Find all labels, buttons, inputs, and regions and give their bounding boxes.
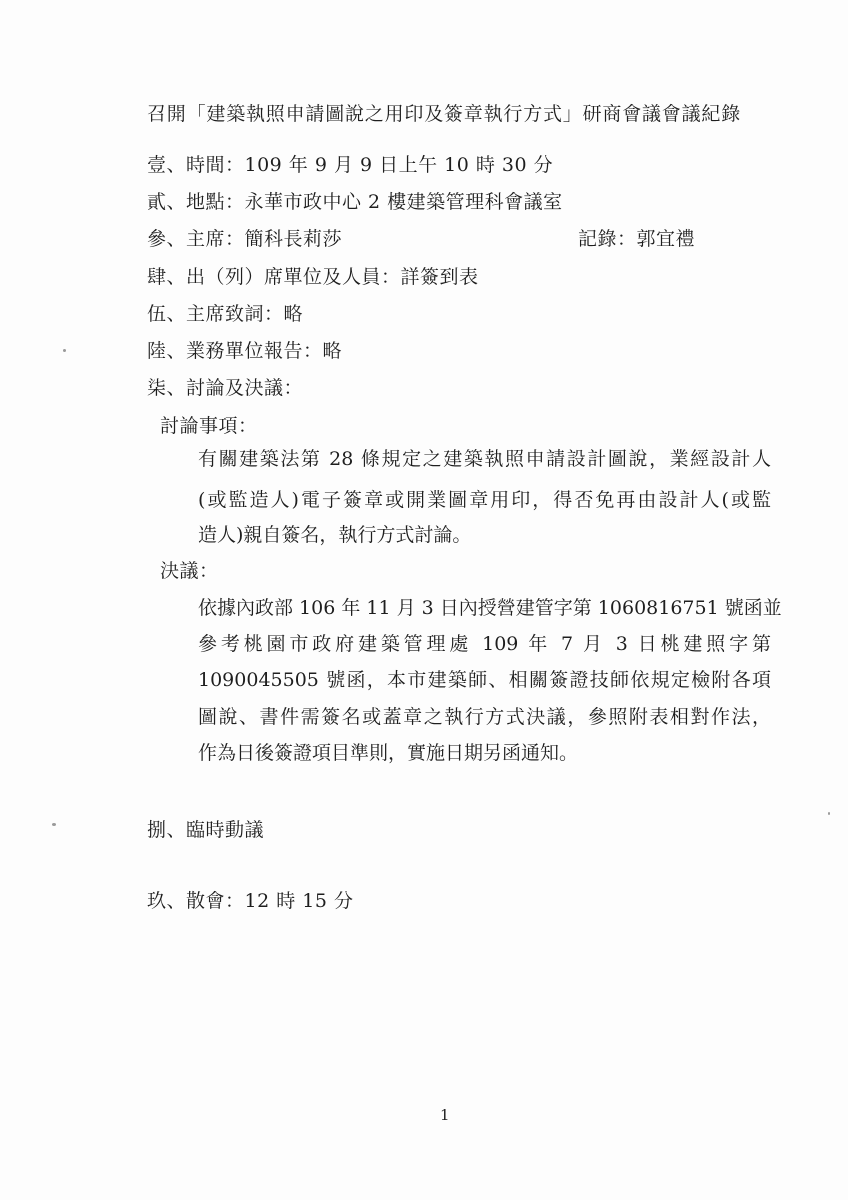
meeting-attendees: 肆、出（列）席單位及人員：詳簽到表 — [147, 266, 479, 288]
resolution-line: 圖說、書件需簽名或蓋章之執行方式決議，參照附表相對作法， — [198, 706, 771, 728]
scan-speck — [52, 823, 56, 826]
document-title: 召開「建築執照申請圖說之用印及簽章執行方式」研商會議會議紀錄 — [147, 103, 742, 125]
resolution-line: 作為日後簽證項目準則，實施日期另函通知。 — [198, 742, 579, 764]
discussion-item-line: 有關建築法第 28 條規定之建築執照申請設計圖說，業經設計人 — [198, 448, 771, 470]
page-number: 1 — [440, 1106, 450, 1124]
extempore-motion: 捌、臨時動議 — [147, 819, 265, 841]
unit-report: 陸、業務單位報告：略 — [147, 340, 343, 362]
discussion-item-line: (或監造人)電子簽章或開業圖章用印，得否免再由設計人(或監 — [198, 489, 771, 511]
resolution-line: 依據內政部 106 年 11 月 3 日內授營建管字第 1060816751 號函並 — [198, 597, 782, 619]
meeting-time: 壹、時間：109 年 9 月 9 日上午 10 時 30 分 — [147, 154, 554, 176]
adjournment: 玖、散會：12 時 15 分 — [147, 890, 354, 912]
resolution-heading: 決議： — [160, 560, 219, 582]
meeting-chair: 參、主席：簡科長莉莎 — [147, 228, 343, 250]
scan-speck — [828, 812, 830, 815]
meeting-recorder: 記錄：郭宜禮 — [578, 228, 696, 250]
resolution-line: 參考桃園市政府建築管理處 109 年 7 月 3 日桃建照字第 — [198, 633, 771, 655]
meeting-place: 貳、地點：永華市政中心 2 樓建築管理科會議室 — [147, 191, 563, 213]
discussion-item-heading: 討論事項： — [160, 415, 258, 437]
scan-speck — [63, 349, 66, 352]
discussion-heading: 柒、討論及決議： — [147, 377, 304, 399]
discussion-item-line: 造人)親自簽名，執行方式討論。 — [198, 524, 472, 546]
chair-speech: 伍、主席致詞：略 — [147, 303, 304, 325]
resolution-line: 1090045505 號函，本市建築師、相關簽證技師依規定檢附各項 — [198, 669, 771, 691]
